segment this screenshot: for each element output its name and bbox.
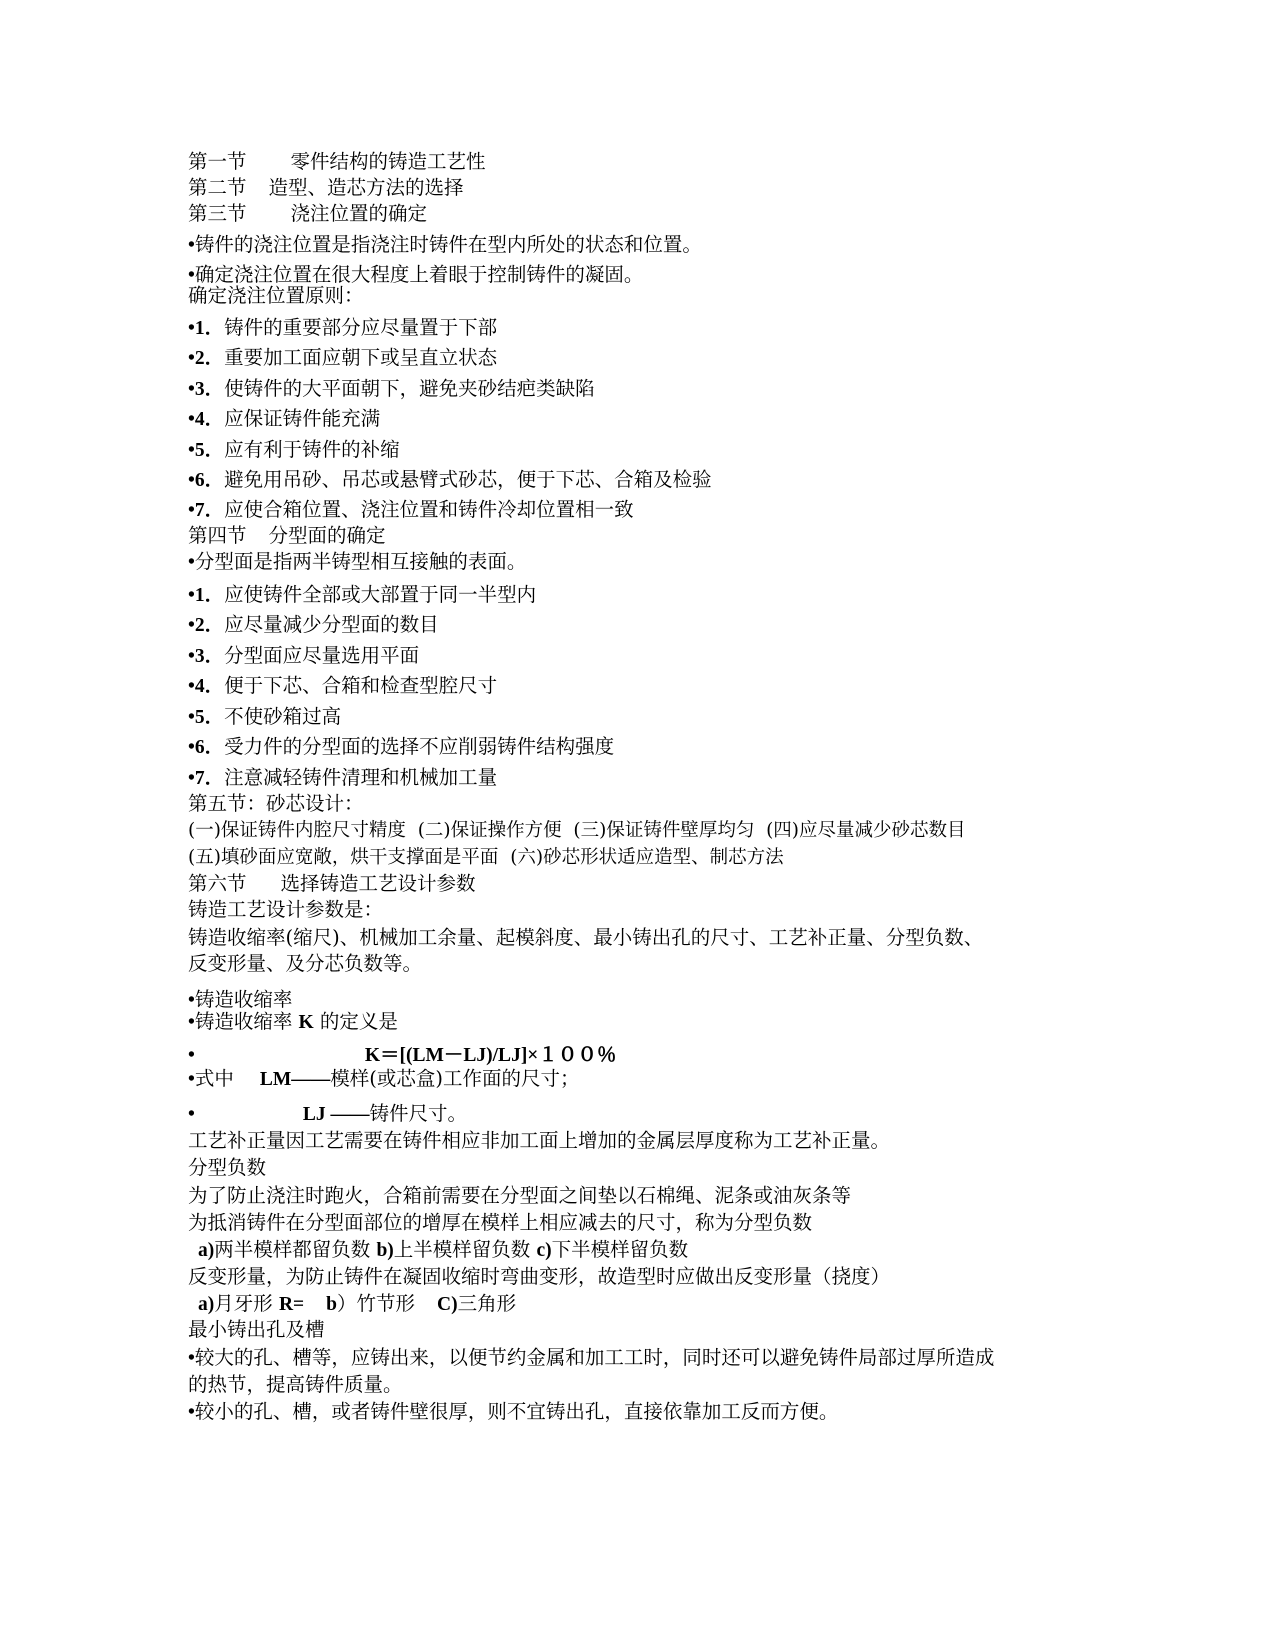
bullet-icon: • <box>188 676 195 697</box>
item-text: 铸件的重要部分应尽量置于下部 <box>224 316 498 339</box>
option-text: 下半模样留负数 <box>551 1238 689 1261</box>
item-text: 便于下芯、合箱和检查型腔尺寸 <box>224 674 498 697</box>
paragraph-text: 确定浇注位置在很大程度上着眼于控制铸件的凝固。 <box>194 263 644 286</box>
negative-options <box>188 1238 688 1263</box>
paragraph-text: 铸造收缩率 <box>194 988 293 1011</box>
item-text: 受力件的分型面的选择不应削弱铸件结构强度 <box>224 735 615 758</box>
bullet-icon: • <box>188 318 195 339</box>
bullet-icon: • <box>188 615 195 636</box>
item-number: 1． <box>194 585 225 606</box>
item-text: 避免用吊砂、吊芯或悬臂式砂芯，便于下芯、合箱及检验 <box>224 468 712 491</box>
bullet-icon: • <box>188 379 195 400</box>
item-number: 4． <box>194 409 225 430</box>
shrink-where <box>188 1067 579 1092</box>
list-item <box>188 438 400 463</box>
variable-k: K <box>298 1012 314 1033</box>
option-text: 两半模样都留负数 <box>214 1238 377 1261</box>
reverse-text: 反变形量，为防止铸件在凝固收缩时弯曲变形，故造型时应做出反变形量（挠度） <box>188 1265 891 1288</box>
item-number: 1． <box>194 318 225 339</box>
list-item <box>188 735 614 760</box>
item-text: 应尽量减少分型面的数目 <box>224 613 439 636</box>
bullet-icon: • <box>188 470 195 491</box>
paragraph-continuation: 的热节，提高铸件质量。 <box>188 1373 403 1396</box>
bullet-icon: • <box>188 768 195 789</box>
list-item <box>188 644 419 669</box>
bullet-icon: • <box>188 500 195 521</box>
option-label: c) <box>536 1240 552 1261</box>
section-3-heading <box>188 202 427 226</box>
section-title: 选择铸造工艺设计参数 <box>280 872 476 895</box>
option-label: b) <box>376 1240 394 1261</box>
section-number: 第三节 <box>188 202 247 225</box>
option-label: a) <box>198 1294 215 1315</box>
paragraph-text: 模样(或芯盒)工作面的尺寸； <box>330 1067 580 1090</box>
holes-title: 最小铸出孔及槽 <box>188 1318 325 1341</box>
item-number: 7． <box>194 500 225 521</box>
compensation-text: 工艺补正量因工艺需要在铸件相应非加工面上增加的金属层厚度称为工艺补正量。 <box>188 1129 891 1152</box>
item-number: 3． <box>194 379 225 400</box>
params-heading: 铸造工艺设计参数是： <box>188 898 384 921</box>
bullet-icon: • <box>188 646 195 667</box>
negative-text: 为抵消铸件在分型面部位的增厚在模样上相应减去的尺寸，称为分型负数 <box>188 1211 813 1234</box>
option-label: b <box>326 1294 338 1315</box>
paragraph-text: 铸件尺寸。 <box>369 1102 467 1125</box>
variable-lm: LM—— <box>259 1069 331 1090</box>
bullet-icon: • <box>188 409 195 430</box>
item-number: 4． <box>194 676 225 697</box>
paragraph-text: 分型面是指两半铸型相互接触的表面。 <box>194 550 527 573</box>
bullet-paragraph <box>188 1400 838 1425</box>
item-text: 应有利于铸件的补缩 <box>224 438 400 461</box>
variable-lj: LJ —— <box>302 1104 370 1125</box>
section-1-heading <box>188 150 486 174</box>
list-item <box>188 346 497 371</box>
bullet-icon: • <box>188 737 195 758</box>
list-item <box>188 468 712 493</box>
item-text: 分型面应尽量选用平面 <box>224 644 420 667</box>
item-number: 5． <box>194 707 225 728</box>
option-text: 三角形 <box>457 1292 517 1315</box>
core-design-line: (一)保证铸件内腔尺寸精度 (二)保证操作方便 (三)保证铸件壁厚均匀 (四)应尽量减少砂芯数目 <box>188 820 966 841</box>
bullet-icon: • <box>188 1402 195 1423</box>
section-number: 第二节 <box>188 176 247 199</box>
paragraph-text: 较小的孔、槽，或者铸件壁很厚，则不宜铸出孔，直接依靠加工反而方便。 <box>194 1400 839 1423</box>
section-title: 分型面的确定 <box>268 524 386 547</box>
bullet-icon: • <box>188 235 195 256</box>
shrink-lj <box>188 1102 467 1127</box>
section-title: 造型、造芯方法的选择 <box>268 176 464 199</box>
paragraph-text: 式中 <box>194 1067 234 1090</box>
paragraph-text: 铸造收缩率 <box>194 1010 299 1033</box>
option-text: 月牙形 <box>214 1292 279 1315</box>
paragraph-text: 铸件的浇注位置是指浇注时铸件在型内所处的状态和位置。 <box>194 233 702 256</box>
bullet-icon: • <box>188 585 195 606</box>
bullet-icon: • <box>188 440 195 461</box>
item-number: 7． <box>194 768 225 789</box>
params-text: 反变形量、及分芯负数等。 <box>188 952 423 975</box>
option-label: a) <box>198 1240 215 1261</box>
section-6-heading <box>188 872 476 896</box>
bullet-icon: • <box>188 1045 195 1066</box>
option-text: 上半模样留负数 <box>393 1238 537 1261</box>
item-number: 6． <box>194 737 225 758</box>
item-number: 2． <box>194 348 225 369</box>
option-text: ）竹节形 <box>337 1292 416 1315</box>
core-design-line: (五)填砂面应宽敞，烘干支撑面是平面 (六)砂芯形状适应造型、制芯方法 <box>188 847 784 868</box>
bullet-icon: • <box>188 707 195 728</box>
list-item <box>188 674 497 699</box>
section-2-heading <box>188 176 464 200</box>
list-item <box>188 316 497 341</box>
bullet-icon: • <box>188 990 195 1011</box>
list-item <box>188 377 595 402</box>
item-text: 应使铸件全部或大部置于同一半型内 <box>224 583 537 606</box>
negative-title: 分型负数 <box>188 1156 267 1179</box>
item-text: 注意减轻铸件清理和机械加工量 <box>224 766 498 789</box>
list-item <box>188 613 439 638</box>
item-number: 5． <box>194 440 225 461</box>
negative-text: 为了防止浇注时跑火，合箱前需要在分型面之间垫以石棉绳、泥条或油灰条等 <box>188 1184 852 1207</box>
bullet-icon: • <box>188 265 195 286</box>
section-number: 第一节 <box>188 150 247 173</box>
item-text: 应使合箱位置、浇注位置和铸件冷却位置相一致 <box>224 498 634 521</box>
item-number: 2． <box>194 615 225 636</box>
shrink-formula <box>188 1043 616 1068</box>
reverse-options <box>188 1292 516 1317</box>
item-text: 使铸件的大平面朝下，避免夹砂结疤类缺陷 <box>224 377 595 400</box>
item-text: 重要加工面应朝下或呈直立状态 <box>224 346 498 369</box>
paragraph-text: 较大的孔、槽等，应铸出来，以便节约金属和加工工时，同时还可以避免铸件局部过厚所造成 <box>194 1346 995 1369</box>
bullet-paragraph <box>188 233 702 258</box>
principles-heading: 确定浇注位置原则： <box>188 284 364 307</box>
bullet-icon: • <box>188 552 195 573</box>
bullet-icon: • <box>188 1348 195 1369</box>
item-text: 应保证铸件能充满 <box>224 407 381 430</box>
bullet-icon: • <box>188 348 195 369</box>
item-text: 不使砂箱过高 <box>224 705 342 728</box>
section-number: 第四节 <box>188 524 247 547</box>
section-4-heading <box>188 524 386 548</box>
bullet-icon: • <box>188 1104 195 1125</box>
list-item <box>188 498 634 523</box>
bullet-icon: • <box>188 1012 195 1033</box>
bullet-paragraph <box>188 550 526 575</box>
paragraph-text: 的定义是 <box>313 1010 398 1033</box>
item-number: 6． <box>194 470 225 491</box>
section-5-heading: 第五节：砂芯设计： <box>188 792 364 815</box>
item-number: 3． <box>194 646 225 667</box>
shrink-definition <box>188 1010 398 1035</box>
section-number: 第六节 <box>188 872 247 895</box>
list-item <box>188 705 341 730</box>
section-title: 浇注位置的确定 <box>290 202 428 225</box>
formula: K＝[(LM－LJ)/LJ]×１００％ <box>364 1045 617 1066</box>
option-label: R= <box>278 1294 305 1315</box>
list-item <box>188 766 497 791</box>
list-item <box>188 407 380 432</box>
bullet-paragraph <box>188 1346 994 1371</box>
section-title: 零件结构的铸造工艺性 <box>290 150 486 173</box>
option-label: C) <box>437 1294 458 1315</box>
list-item <box>188 583 536 608</box>
bullet-icon: • <box>188 1069 195 1090</box>
params-text: 铸造收缩率(缩尺)、机械加工余量、起模斜度、最小铸出孔的尺寸、工艺补正量、分型负数、 <box>188 926 984 949</box>
